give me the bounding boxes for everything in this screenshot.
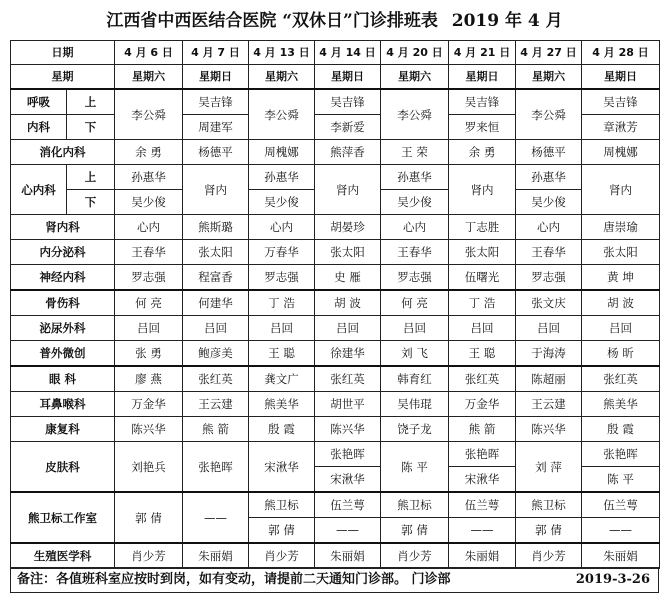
schedule-cell: 王 荣 (381, 140, 449, 165)
schedule-cell: 熊卫标 (381, 492, 449, 518)
schedule-cell: 王云建 (516, 392, 582, 417)
schedule-cell: 吴吉锋 (315, 89, 381, 115)
date-cell: 4 月 13 日 (249, 41, 315, 65)
schedule-cell: 丁 浩 (249, 290, 315, 316)
schedule-cell: 吕回 (381, 316, 449, 341)
schedule-cell: 廖 燕 (115, 366, 183, 392)
schedule-cell: 心内 (249, 215, 315, 240)
schedule-cell: 郭 倩 (516, 518, 582, 544)
schedule-cell: 丁志胜 (449, 215, 516, 240)
dept-biomed: 生殖医学科 (11, 543, 115, 569)
schedule-cell: 郭 倩 (381, 518, 449, 544)
schedule-cell: 张红英 (582, 366, 660, 392)
schedule-cell: 吴少俊 (516, 190, 582, 215)
schedule-cell: 吴伟琨 (381, 392, 449, 417)
schedule-cell: —— (315, 518, 381, 544)
schedule-cell: 伍兰萼 (582, 492, 660, 518)
schedule-cell: 张艳晖 (183, 442, 249, 493)
dept-eye: 眼 科 (11, 366, 115, 392)
title-month: 2019 年 4 月 (451, 11, 563, 31)
weekday-cell: 星期六 (249, 65, 315, 90)
schedule-cell: 吕回 (249, 316, 315, 341)
table-row (11, 165, 660, 190)
dept-respiratory-bottom: 内科 (11, 115, 67, 140)
footer-date: 2019-3-26 (575, 572, 650, 587)
schedule-cell: 张 勇 (115, 341, 183, 367)
schedule-cell: 史 雁 (315, 265, 381, 291)
schedule-cell: 张太阳 (582, 240, 660, 265)
weekday-cell: 星期日 (449, 65, 516, 90)
schedule-cell: 心内 (381, 215, 449, 240)
schedule-cell: 王云建 (183, 392, 249, 417)
schedule-cell: 刘 飞 (381, 341, 449, 367)
schedule-cell: 胡 波 (582, 290, 660, 316)
schedule-cell: —— (183, 492, 249, 543)
schedule-cell: 王春华 (115, 240, 183, 265)
schedule-cell: 周建军 (183, 115, 249, 140)
schedule-cell: 吕回 (115, 316, 183, 341)
schedule-cell: 万春华 (249, 240, 315, 265)
schedule-cell: 吴少俊 (381, 190, 449, 215)
schedule-cell: 朱丽娟 (183, 543, 249, 569)
table-row (11, 89, 660, 115)
schedule-cell: 王春华 (516, 240, 582, 265)
schedule-cell: 肖少芳 (115, 543, 183, 569)
schedule-cell: 吕回 (183, 316, 249, 341)
schedule-cell: 于海涛 (516, 341, 582, 367)
schedule-cell: 吕回 (582, 316, 660, 341)
schedule-cell: 熊美华 (249, 392, 315, 417)
table-row (11, 543, 660, 569)
schedule-cell: 杨德平 (516, 140, 582, 165)
schedule-cell: 孙惠华 (381, 165, 449, 190)
schedule-cell: 张艳晖 (449, 442, 516, 467)
pm-label: 下 (67, 115, 115, 140)
dept-ortho: 骨伤科 (11, 290, 115, 316)
date-cell: 4 月 7 日 (183, 41, 249, 65)
schedule-cell: 唐崇瑜 (582, 215, 660, 240)
schedule-cell: 韩育红 (381, 366, 449, 392)
schedule-cell: 杨德平 (183, 140, 249, 165)
weekday-row (11, 65, 660, 90)
schedule-cell: 陈兴华 (516, 417, 582, 442)
dept-studio: 熊卫标工作室 (11, 492, 115, 543)
weekday-cell: 星期六 (115, 65, 183, 90)
dept-endo: 内分泌科 (11, 240, 115, 265)
schedule-cell: 余 勇 (449, 140, 516, 165)
schedule-cell: 孙惠华 (516, 165, 582, 190)
schedule-cell: 孙惠华 (249, 165, 315, 190)
schedule-cell: 杨 昕 (582, 341, 660, 367)
schedule-cell: 罗来恒 (449, 115, 516, 140)
dept-neuro: 神经内科 (11, 265, 115, 291)
schedule-cell: 胡晏珍 (315, 215, 381, 240)
date-cell: 4 月 14 日 (315, 41, 381, 65)
table-row (11, 442, 660, 467)
schedule-cell: 吴吉锋 (183, 89, 249, 115)
dept-rehab: 康复科 (11, 417, 115, 442)
schedule-cell: 胡 波 (315, 290, 381, 316)
table-row (11, 240, 660, 265)
schedule-cell: 张红英 (315, 366, 381, 392)
schedule-cell: 胡世平 (315, 392, 381, 417)
schedule-cell: 余 勇 (115, 140, 183, 165)
schedule-cell: 熊斯璐 (183, 215, 249, 240)
table-row (11, 215, 660, 240)
table-row (11, 392, 660, 417)
schedule-cell: 吕回 (516, 316, 582, 341)
schedule-cell: 心内 (516, 215, 582, 240)
schedule-cell: 周槐娜 (249, 140, 315, 165)
date-label: 日期 (11, 41, 115, 65)
schedule-cell: 熊美华 (582, 392, 660, 417)
schedule-cell: 伍曙光 (449, 265, 516, 291)
schedule-cell: 吕回 (315, 316, 381, 341)
schedule-cell: 陈兴华 (315, 417, 381, 442)
date-cell: 4 月 6 日 (115, 41, 183, 65)
schedule-cell: 刘 萍 (516, 442, 582, 493)
schedule-cell: 伍兰萼 (315, 492, 381, 518)
table-row (11, 341, 660, 367)
date-cell: 4 月 20 日 (381, 41, 449, 65)
weekday-cell: 星期六 (381, 65, 449, 90)
dept-gastro: 消化内科 (11, 140, 115, 165)
table-row (11, 316, 660, 341)
date-cell: 4 月 28 日 (582, 41, 660, 65)
schedule-cell: 饶子龙 (381, 417, 449, 442)
am-label: 上 (67, 165, 115, 190)
schedule-cell: 肾内 (315, 165, 381, 215)
table-row (11, 417, 660, 442)
schedule-cell: 殷 霞 (582, 417, 660, 442)
schedule-cell: 吕回 (449, 316, 516, 341)
weekday-cell: 星期日 (315, 65, 381, 90)
schedule-cell: 黄 坤 (582, 265, 660, 291)
table-row (11, 140, 660, 165)
table-row (11, 290, 660, 316)
schedule-cell: 鲍彦美 (183, 341, 249, 367)
page-title (0, 6, 669, 36)
schedule-cell: 熊萍香 (315, 140, 381, 165)
schedule-cell: 王 聪 (249, 341, 315, 367)
schedule-cell: 殷 霞 (249, 417, 315, 442)
schedule-cell: 陈超丽 (516, 366, 582, 392)
schedule-cell: 万金华 (115, 392, 183, 417)
schedule-cell: 章湫芳 (582, 115, 660, 140)
date-row (11, 41, 660, 65)
schedule-cell: 张红英 (183, 366, 249, 392)
schedule-cell: —— (582, 518, 660, 544)
dept-ent: 耳鼻喉科 (11, 392, 115, 417)
schedule-cell: 陈 平 (381, 442, 449, 493)
schedule-cell: 熊 箭 (449, 417, 516, 442)
schedule-cell: 张文庆 (516, 290, 582, 316)
dept-cardio: 心内科 (11, 165, 67, 215)
dept-derm: 皮肤科 (11, 442, 115, 493)
schedule-cell: 龚文广 (249, 366, 315, 392)
weekday-label: 星期 (11, 65, 115, 90)
schedule-cell: 张艳晖 (582, 442, 660, 467)
schedule-cell: 李公舜 (381, 89, 449, 140)
weekday-cell: 星期六 (516, 65, 582, 90)
schedule-cell: 郭 倩 (115, 492, 183, 543)
schedule-table (10, 40, 660, 569)
am-label: 上 (67, 89, 115, 115)
title-main: 江西省中西医结合医院 “双休日”门诊排班表 (106, 11, 438, 31)
date-cell: 4 月 27 日 (516, 41, 582, 65)
schedule-cell: 程富香 (183, 265, 249, 291)
schedule-cell: 吴少俊 (249, 190, 315, 215)
schedule-cell: 吴少俊 (115, 190, 183, 215)
schedule-cell: 伍兰萼 (449, 492, 516, 518)
schedule-cell: 罗志强 (516, 265, 582, 291)
table-row (11, 492, 660, 518)
schedule-cell: 万金华 (449, 392, 516, 417)
schedule-cell: 肾内 (183, 165, 249, 215)
schedule-cell: 李公舜 (115, 89, 183, 140)
date-cell: 4 月 21 日 (449, 41, 516, 65)
schedule-cell: 朱丽娟 (582, 543, 660, 569)
schedule-cell: 陈兴华 (115, 417, 183, 442)
schedule-cell: 刘艳兵 (115, 442, 183, 493)
schedule-cell: 肾内 (582, 165, 660, 215)
schedule-cell: 张太阳 (183, 240, 249, 265)
schedule-cell: 郭 倩 (249, 518, 315, 544)
schedule-cell: 何 亮 (115, 290, 183, 316)
schedule-cell: 张红英 (449, 366, 516, 392)
schedule-cell: 何 亮 (381, 290, 449, 316)
schedule-cell: 宋湫华 (315, 467, 381, 493)
schedule-cell: 罗志强 (115, 265, 183, 291)
schedule-cell: 张太阳 (315, 240, 381, 265)
weekday-cell: 星期日 (582, 65, 660, 90)
schedule-cell: 张太阳 (449, 240, 516, 265)
schedule-cell: 肖少芳 (249, 543, 315, 569)
schedule-cell: 王春华 (381, 240, 449, 265)
schedule-cell: 心内 (115, 215, 183, 240)
schedule-cell: 肖少芳 (516, 543, 582, 569)
footer-note (10, 567, 659, 593)
schedule-cell: 肾内 (449, 165, 516, 215)
schedule-cell: 何建华 (183, 290, 249, 316)
schedule-cell: 孙惠华 (115, 165, 183, 190)
schedule-cell: 陈 平 (582, 467, 660, 493)
dept-respiratory-top: 呼吸 (11, 89, 67, 115)
schedule-cell: 徐建华 (315, 341, 381, 367)
schedule-cell: —— (449, 518, 516, 544)
schedule-cell: 李公舜 (249, 89, 315, 140)
schedule-cell: 丁 浩 (449, 290, 516, 316)
dept-nephro: 肾内科 (11, 215, 115, 240)
schedule-cell: 朱丽娟 (449, 543, 516, 569)
schedule-cell: 肖少芳 (381, 543, 449, 569)
schedule-cell: 张艳晖 (315, 442, 381, 467)
schedule-cell: 熊 箭 (183, 417, 249, 442)
schedule-cell: 熊卫标 (516, 492, 582, 518)
schedule-cell: 罗志强 (381, 265, 449, 291)
schedule-cell: 宋湫华 (249, 442, 315, 493)
schedule-cell: 周槐娜 (582, 140, 660, 165)
schedule-cell: 朱丽娟 (315, 543, 381, 569)
weekday-cell: 星期日 (183, 65, 249, 90)
schedule-cell: 吴吉锋 (582, 89, 660, 115)
footer-text: 备注：各值班科室应按时到岗，如有变动，请提前二天通知门诊部。 门诊部 (17, 572, 451, 587)
table-row (11, 366, 660, 392)
dept-minimal: 普外微创 (11, 341, 115, 367)
pm-label: 下 (67, 190, 115, 215)
schedule-cell: 宋湫华 (449, 467, 516, 493)
schedule-cell: 李公舜 (516, 89, 582, 140)
schedule-cell: 李新爱 (315, 115, 381, 140)
table-row (11, 265, 660, 291)
dept-uro: 泌尿外科 (11, 316, 115, 341)
schedule-cell: 熊卫标 (249, 492, 315, 518)
schedule-cell: 吴吉锋 (449, 89, 516, 115)
schedule-cell: 王 聪 (449, 341, 516, 367)
schedule-cell: 罗志强 (249, 265, 315, 291)
